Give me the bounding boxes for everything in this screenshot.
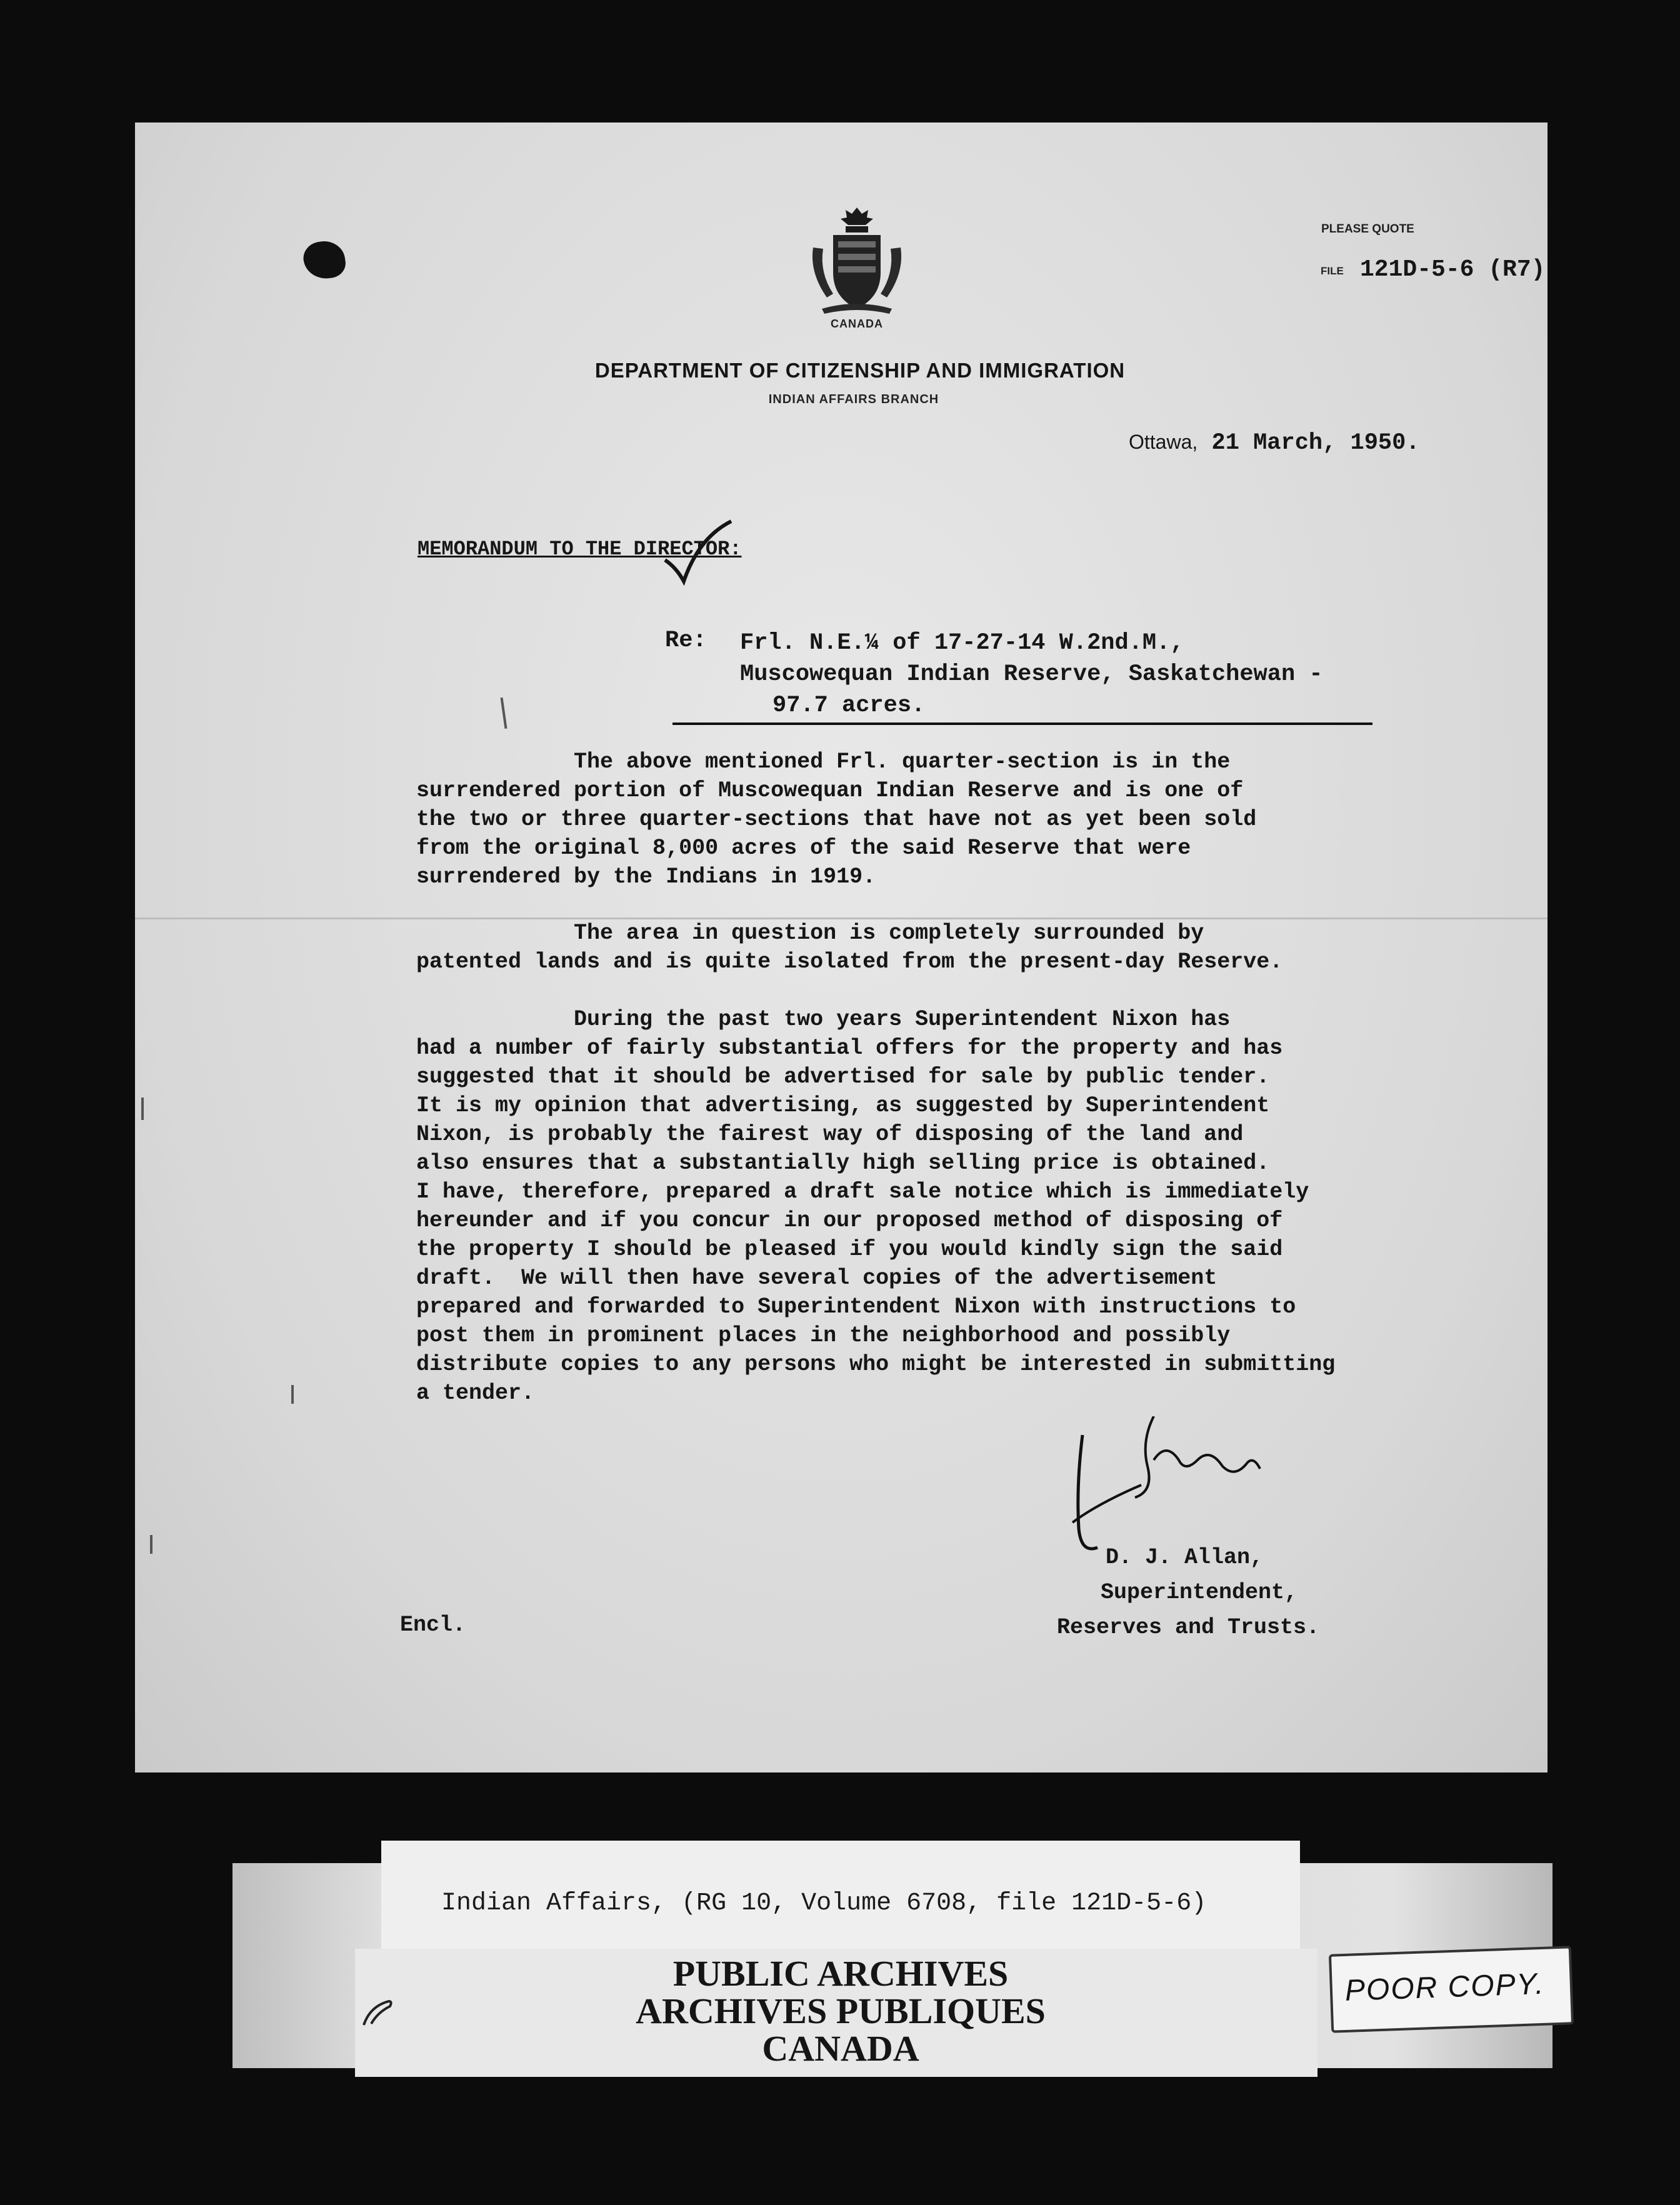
- coat-of-arms-icon: [794, 204, 919, 316]
- check-mark-icon: [660, 516, 735, 591]
- enclosure-note: Encl.: [400, 1612, 466, 1638]
- archive-line-3: CANADA: [762, 2028, 919, 2069]
- signature-block: [1057, 1540, 1320, 1645]
- please-quote-label: PLEASE QUOTE: [1321, 222, 1414, 236]
- punch-hole: [301, 239, 348, 282]
- country-label: CANADA: [831, 318, 883, 330]
- paragraph-1: The above mentioned Frl. quarter-section is in the surrendered portion of Muscowequan Indian Reserve and is one of the two or three quarter-sections that have not as yet been sold from the original 8,000 acres of the said Reserve that were surrendered by the Indians in 1919.: [416, 749, 1257, 889]
- signer-name: D. J. Allan,: [1106, 1545, 1264, 1570]
- re-line: 97.7 acres.: [772, 692, 926, 719]
- memo-page: [135, 122, 1548, 1772]
- paper-clip-icon: [360, 1998, 398, 2029]
- place: Ottawa,: [1129, 431, 1198, 453]
- memo-heading: MEMORANDUM TO THE DIRECTOR:: [418, 538, 742, 561]
- archive-reference: Indian Affairs, (RG 10, Volume 6708, file 121D-5-6): [441, 1889, 1207, 1918]
- margin-mark: [291, 1385, 294, 1404]
- subject-underline: [672, 722, 1372, 725]
- department-name: DEPARTMENT OF CITIZENSHIP AND IMMIGRATION: [594, 359, 1126, 382]
- date-line: [1129, 430, 1420, 456]
- branch-name: INDIAN AFFAIRS BRANCH: [768, 392, 939, 406]
- file-number: 121D-5-6 (R7): [1360, 256, 1546, 283]
- margin-mark: [150, 1535, 152, 1554]
- margin-mark: [501, 698, 508, 729]
- paragraph-3: During the past two years Superintendent Nixon has had a number of fairly substantial offers for the property and has suggested that it should be advertised for sale by public tender. It is my opinion that advertising, as suggested by Superintendent Nixon, is probably the fairest way of disposing of the land and also ensures that a substantially high selling price is obtained. I have, therefore, prepared a draft sale notice which is immediately hereunder and if you concur in our proposed method of disposing of the property I should be pleased if you would kindly sign the said draft. We will then have several copies of the advertisement prepared and forwarded to Superintendent Nixon with instructions to post them in prominent places in the neighborhood and possibly distribute copies to any persons who might be interested in submitting a tender.: [416, 1007, 1336, 1406]
- re-subject: [740, 628, 1323, 721]
- archive-stamp: [544, 1955, 1138, 2068]
- poor-copy-label: [1329, 1946, 1574, 2032]
- re-line: Muscowequan Indian Reserve, Saskatchewan -: [740, 661, 1323, 688]
- signer-department: Reserves and Trusts.: [1057, 1615, 1320, 1640]
- date-value: 21 March, 1950.: [1211, 430, 1420, 456]
- re-line: Frl. N.E.¼ of 17-27-14 W.2nd.M.,: [740, 630, 1184, 656]
- archive-line-2: ARCHIVES PUBLIQUES: [636, 1991, 1046, 2031]
- re-label: Re:: [665, 628, 707, 654]
- archive-line-1: PUBLIC ARCHIVES: [672, 1953, 1009, 1994]
- signer-title: Superintendent,: [1101, 1580, 1298, 1605]
- file-label: FILE: [1321, 265, 1344, 277]
- paragraph-2: The area in question is completely surrounded by patented lands and is quite isolated from the present-day Reserve.: [416, 921, 1283, 974]
- margin-mark: [141, 1098, 144, 1120]
- poor-copy-text: POOR COPY.: [1344, 1967, 1546, 2008]
